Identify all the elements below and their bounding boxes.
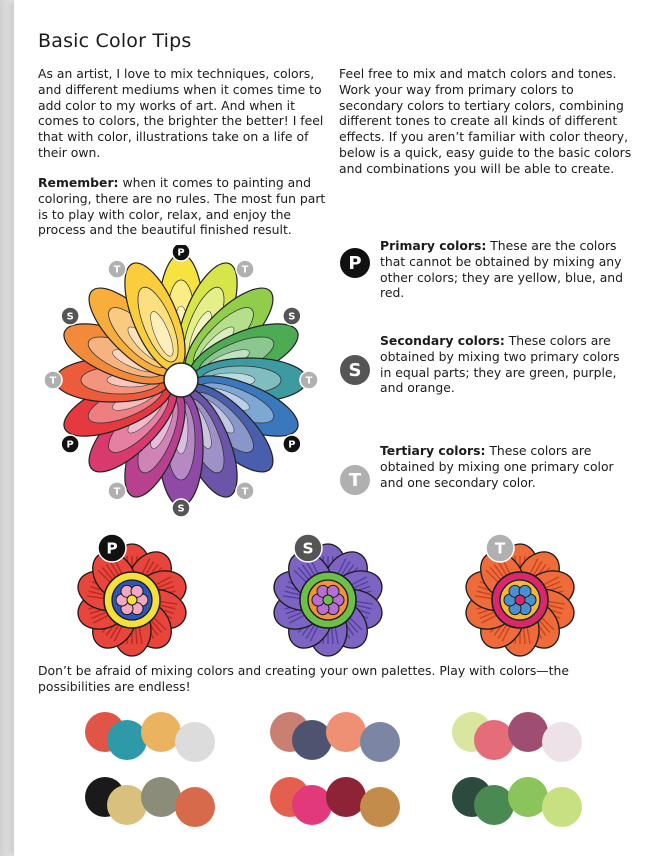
wheel-badge-p-icon bbox=[172, 245, 190, 261]
svg-text:T: T bbox=[113, 486, 121, 498]
palette-swatch bbox=[107, 720, 147, 760]
svg-text:S: S bbox=[302, 539, 314, 558]
wheel-badge-t-icon bbox=[44, 371, 62, 389]
palette-swatch bbox=[508, 777, 548, 817]
color-wheel-illustration bbox=[40, 245, 330, 525]
svg-text:P: P bbox=[288, 439, 296, 451]
example-flowers bbox=[70, 530, 630, 660]
palette-5 bbox=[270, 777, 400, 827]
palette-swatch bbox=[175, 787, 215, 827]
flower-p bbox=[73, 544, 191, 657]
palette-swatch bbox=[292, 785, 332, 825]
remember-text: when it comes to painting and coloring, there are no rules. The most fun part is to play with color, relax, and enjoy the process and the beautiful finished result. bbox=[38, 175, 326, 238]
palette-4 bbox=[85, 777, 215, 827]
intro-paragraph-left: As an artist, I love to mix techniques, colors, and different mediums when it comes time to add color to my works of art. And when it comes to colors, the brighter the better! I feel that with color, illustrations take on a life of their own. bbox=[38, 66, 324, 160]
wheel-badge-t-icon bbox=[108, 482, 126, 500]
remember-paragraph bbox=[38, 175, 338, 238]
wheel-badge-s-icon bbox=[172, 499, 190, 517]
wheel-badge-t-icon bbox=[236, 482, 254, 500]
wheel-badge-s-icon bbox=[283, 307, 301, 325]
palette-swatch bbox=[326, 777, 366, 817]
remember-label: Remember: bbox=[38, 175, 119, 190]
svg-text:P: P bbox=[106, 539, 118, 558]
legend-tertiary-desc: These colors are obtained by mixing one primary color and one secondary color. bbox=[380, 443, 614, 490]
palette-3 bbox=[452, 712, 582, 762]
svg-text:T: T bbox=[241, 486, 249, 498]
primary-badge-icon: P bbox=[340, 248, 370, 278]
palette-swatch bbox=[326, 712, 366, 752]
wheel-center bbox=[164, 363, 198, 397]
legend-secondary-text bbox=[380, 333, 630, 396]
palette-swatch bbox=[508, 712, 548, 752]
palette-swatch bbox=[474, 720, 514, 760]
wheel-badge-t-icon bbox=[236, 260, 254, 278]
wheel-badge-t-icon bbox=[300, 371, 318, 389]
page-title: Basic Color Tips bbox=[38, 30, 192, 52]
svg-text:S: S bbox=[177, 503, 185, 515]
flower-badge-p-icon bbox=[98, 534, 126, 562]
palette-swatch bbox=[292, 720, 332, 760]
palette-swatch bbox=[360, 787, 400, 827]
legend-secondary-label: Secondary colors: bbox=[380, 333, 505, 348]
palette-swatch bbox=[175, 722, 215, 762]
palette-2 bbox=[270, 712, 400, 762]
svg-text:T: T bbox=[494, 539, 506, 558]
svg-text:T: T bbox=[49, 375, 57, 387]
legend-tertiary-text bbox=[380, 443, 630, 490]
flower-badge-t-icon bbox=[486, 534, 514, 562]
palette-swatch bbox=[141, 712, 181, 752]
palette-swatch bbox=[107, 785, 147, 825]
flower-t bbox=[461, 544, 579, 657]
palette-swatch bbox=[474, 785, 514, 825]
tertiary-badge-icon: T bbox=[340, 465, 370, 495]
wheel-badge-p-icon bbox=[283, 435, 301, 453]
svg-text:T: T bbox=[113, 264, 121, 276]
palette-swatch bbox=[542, 722, 582, 762]
svg-text:T: T bbox=[241, 264, 249, 276]
flower-s bbox=[269, 544, 387, 657]
footer-paragraph: Don’t be afraid of mixing colors and creating your own palettes. Play with colors—the possibilities are endless! bbox=[38, 663, 570, 694]
color-palettes bbox=[80, 702, 600, 832]
legend-tertiary-label: Tertiary colors: bbox=[380, 443, 486, 458]
svg-text:P: P bbox=[177, 247, 185, 259]
palette-swatch bbox=[360, 722, 400, 762]
legend-secondary-desc: These colors are obtained by mixing two primary colors in equal parts; they are green, purple, and orange. bbox=[380, 333, 620, 396]
flower-badge-s-icon bbox=[294, 534, 322, 562]
legend-primary-label: Primary colors: bbox=[380, 238, 487, 253]
intro-paragraph-right: Feel free to mix and match colors and tones. Work your way from primary colors to secondary colors to tertiary colors, combining different tones to create all kinds of different effects. If you aren’t familiar with color theory, below is a quick, easy guide to the basic colors and combinations you will be able to create. bbox=[339, 66, 632, 176]
wheel-badge-s-icon bbox=[61, 307, 79, 325]
svg-text:S: S bbox=[288, 311, 296, 323]
legend-primary-desc: These are the colors that cannot be obtained by mixing any other colors; they are yellow, blue, and red. bbox=[380, 238, 624, 301]
wheel-badge-t-icon bbox=[108, 260, 126, 278]
svg-text:P: P bbox=[66, 439, 74, 451]
svg-text:T: T bbox=[305, 375, 313, 387]
svg-text:S: S bbox=[66, 311, 74, 323]
palette-1 bbox=[85, 712, 215, 762]
book-spine-shadow bbox=[0, 0, 14, 856]
palette-6 bbox=[452, 777, 582, 827]
wheel-badge-p-icon bbox=[61, 435, 79, 453]
palette-swatch bbox=[141, 777, 181, 817]
legend-primary-text bbox=[380, 238, 630, 301]
secondary-badge-icon: S bbox=[340, 355, 370, 385]
palette-swatch bbox=[542, 787, 582, 827]
